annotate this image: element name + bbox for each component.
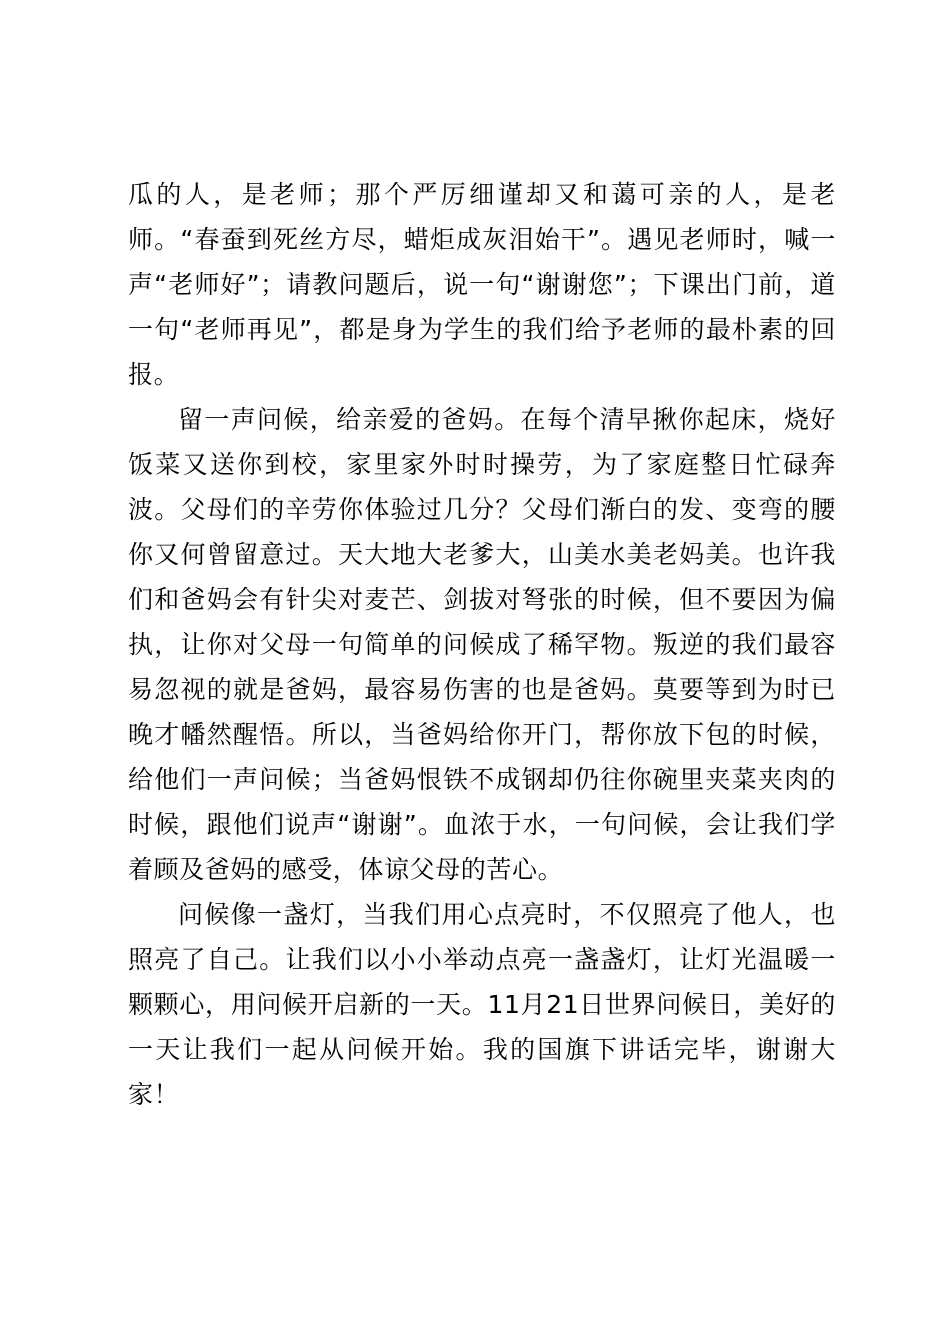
paragraph-parents-greeting: 留一声问候，给亲爱的爸妈。在每个清早揪你起床，烧好饭菜又送你到校，家里家外时时操劳，为了家庭整日忙碌奔波。父母们的辛劳你体验过几分？父母们渐白的发、变弯的腰你又何曾留意过。天大地大老爹大，山美水美老妈美。也许我们和爸妈会有针尖对麦芒、剑拔对弩张的时候，但不要因为偏执，让你对父母一句简单的问候成了稀罕物。叛逆的我们最容易忽视的就是爸妈，最容易伤害的也是爸妈。莫要等到为时已晚才幡然醒悟。所以，当爸妈给你开门，帮你放下包的时候，给他们一声问候；当爸妈恨铁不成钢却仍往你碗里夹菜夹肉的时候，跟他们说声“谢谢”。血浓于水，一句问候，会让我们学着顾及爸妈的感受，体谅父母的苦心。 — [128, 405, 836, 884]
paragraph-teacher-greeting: 瓜的人，是老师；那个严厉细谨却又和蔼可亲的人，是老师。“春蚕到死丝方尽，蜡炬成灰泪始干”。遇见老师时，喊一声“老师好”；请教问题后，说一句“谢谢您”；下课出门前，道一句“老师再见”，都是身为学生的我们给予老师的最朴素的回报。 — [128, 180, 836, 389]
paragraph-closing: 问候像一盏灯，当我们用心点亮时，不仅照亮了他人，也照亮了自己。让我们以小小举动点亮一盏盏灯，让灯光温暖一颗颗心，用问候开启新的一天。11月21日世界问候日，美好的一天让我们一起从问候开始。我的国旗下讲话完毕，谢谢大家！ — [128, 900, 836, 1109]
document-page — [128, 172, 836, 1117]
